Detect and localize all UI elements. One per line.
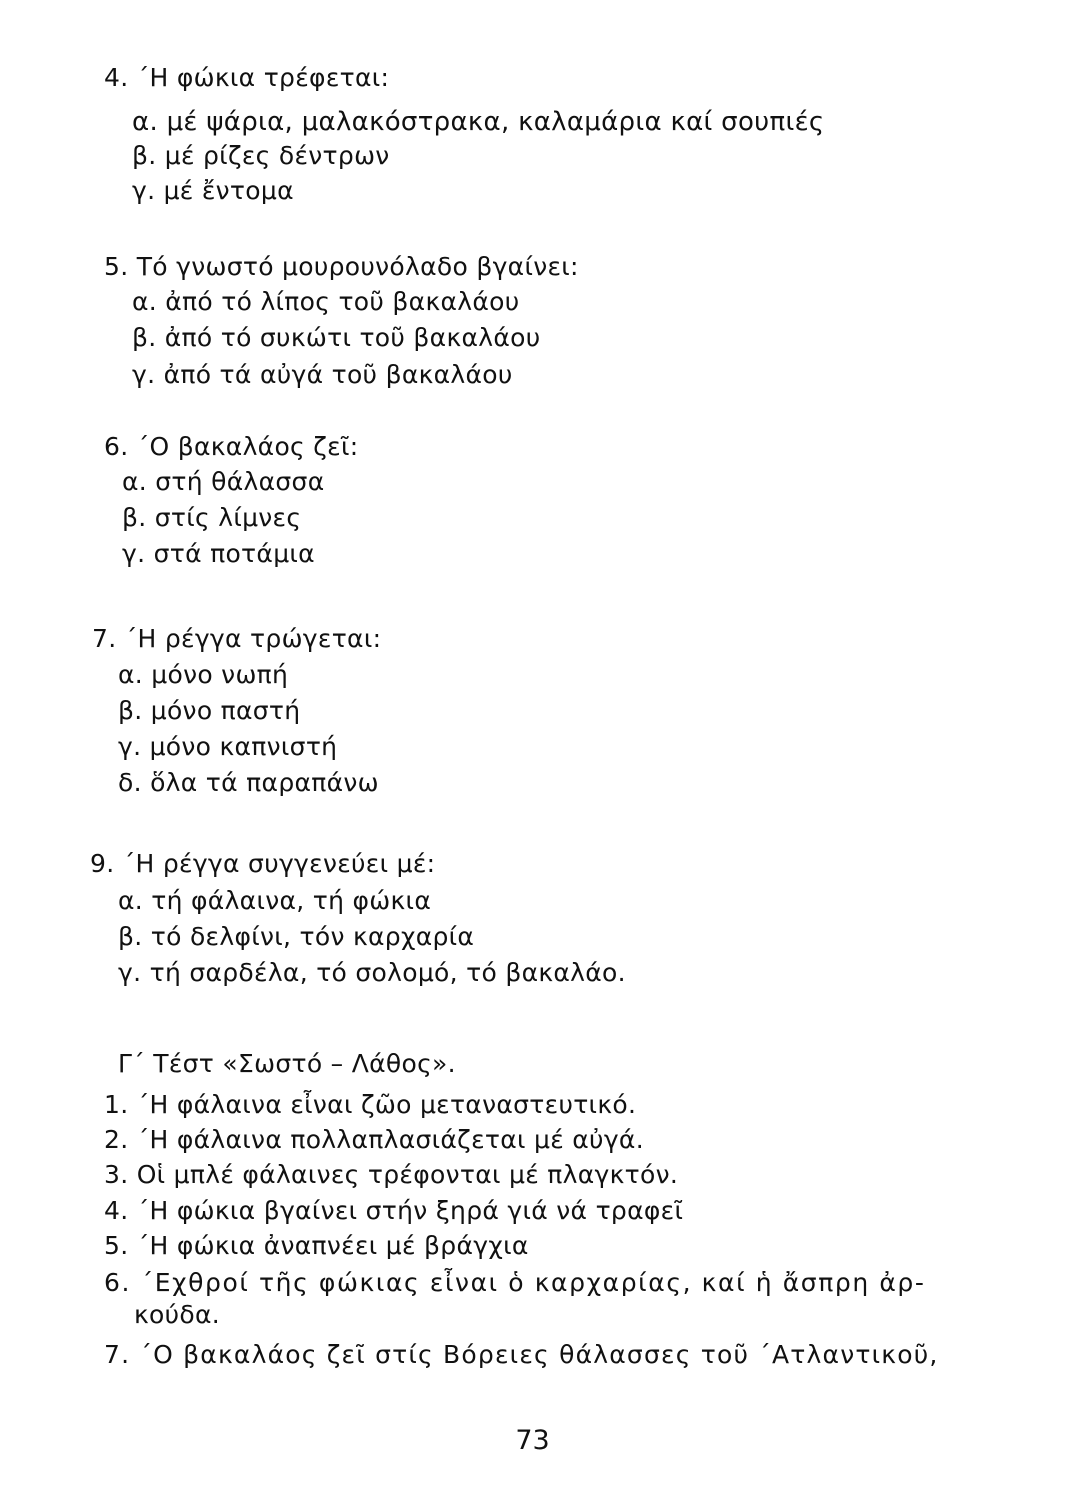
statement-5: 5. ΄Η φώκια ἀναπνέει μέ βράγχια [104,1231,529,1260]
question-6-option-c: γ. στά ποτάμια [122,539,315,568]
question-9-option-c: γ. τή σαρδέλα, τό σολομό, τό βακαλάο. [118,958,626,987]
question-9: 9. ΄Η ρέγγα συγγενεύει μέ: [90,849,436,878]
statement-4: 4. ΄Η φώκια βγαίνει στήν ξηρά γιά νά τραφεῖ [104,1196,684,1225]
statement-1: 1. ΄Η φάλαινα εἶναι ζῶο μεταναστευτικό. [104,1090,637,1119]
question-5: 5. Τό γνωστό μουρουνόλαδο βγαίνει: [104,252,579,281]
question-4: 4. ΄Η φώκια τρέφεται: [104,63,390,92]
question-6-option-b: β. στίς λίμνες [122,503,302,532]
statement-6: 6. ΄Εχθροί τῆς φώκιας εἶναι ὁ καρχαρίας, καί ἡ ἄσπρη ἀρ- [104,1268,926,1297]
question-5-option-c: γ. ἀπό τά αὐγά τοῦ βακαλάου [132,360,513,389]
statement-2: 2. ΄Η φάλαινα πολλαπλασιάζεται μέ αὐγά. [104,1125,644,1154]
statement-7: 7. ΄Ο βακαλάος ζεῖ στίς Βόρειες θάλασσες τοῦ ΄Ατλαντικοῦ, [104,1340,939,1369]
question-9-option-b: β. τό δελφίνι, τόν καρχαρία [118,922,475,951]
question-5-option-b: β. ἀπό τό συκώτι τοῦ βακαλάου [132,323,541,352]
question-7-option-a: α. μόνο νωπή [118,660,289,689]
question-4-option-a: α. μέ ψάρια, μαλακόστρακα, καλαμάρια καί σουπιές [132,107,825,137]
statement-3: 3. Οἱ μπλέ φάλαινες τρέφονται μέ πλαγκτόν. [104,1160,679,1189]
page-number: 73 [515,1425,550,1456]
question-5-option-a: α. ἀπό τό λίπος τοῦ βακαλάου [132,287,520,316]
question-7: 7. ΄Η ρέγγα τρώγεται: [92,624,382,653]
question-6: 6. ΄Ο βακαλάος ζεῖ: [104,432,359,461]
question-4-option-b: β. μέ ρίζες δέντρων [132,141,390,170]
section-c-heading: Γ΄ Τέστ «Σωστό – Λάθος». [118,1049,456,1078]
question-9-option-a: α. τή φάλαινα, τή φώκια [118,886,432,915]
question-7-option-c: γ. μόνο καπνιστή [118,732,338,761]
statement-6-continuation: κούδα. [134,1300,221,1329]
question-7-option-d: δ. ὅλα τά παραπάνω [118,768,379,797]
question-7-option-b: β. μόνο παστή [118,696,301,725]
question-6-option-a: α. στή θάλασσα [122,467,325,496]
question-4-option-c: γ. μέ ἔντομα [132,176,294,205]
